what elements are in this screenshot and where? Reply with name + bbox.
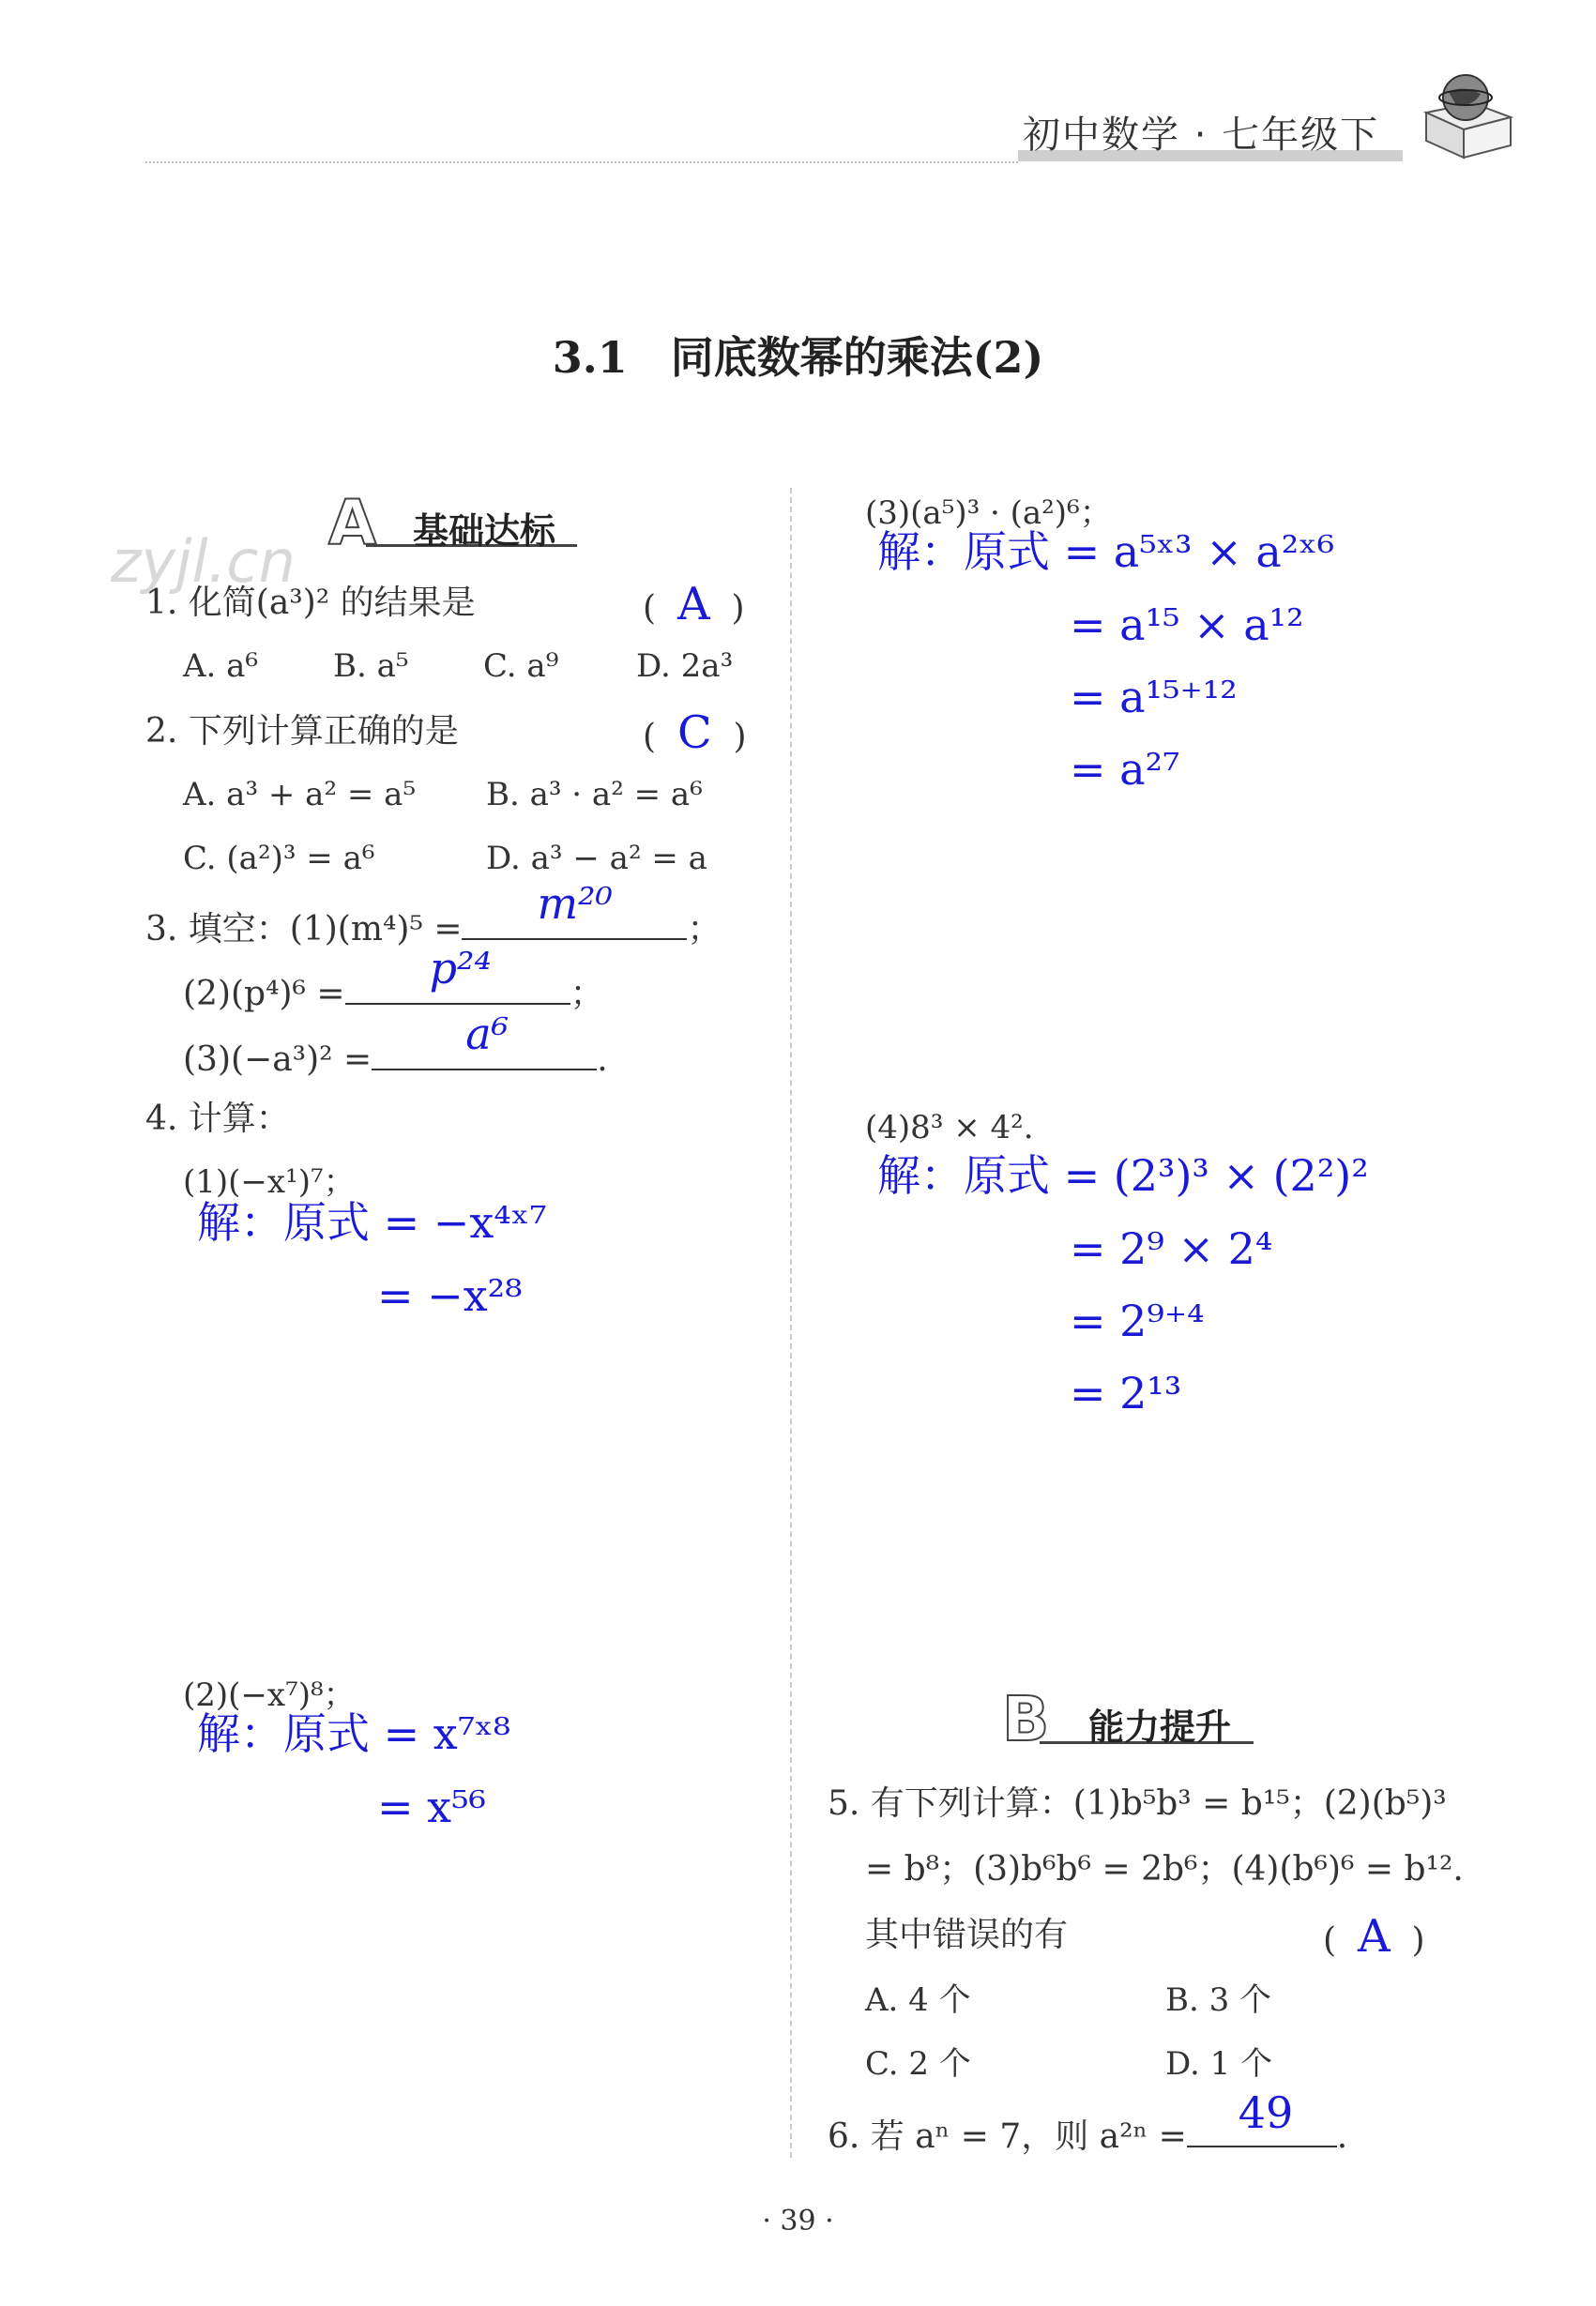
section-a-banner	[328, 487, 582, 559]
globe-box-icon	[1407, 66, 1520, 159]
q5-answer-paren: ( A )	[1323, 1910, 1425, 1963]
section-b-banner	[1002, 1683, 1255, 1756]
q2-answer: C	[676, 706, 712, 759]
q5-option-c: C. 2 个	[865, 2045, 971, 2083]
q1-stem: 1. 化简(a³)² 的结果是	[145, 584, 476, 622]
page-number: · 39 ·	[762, 2205, 834, 2238]
q3-line1	[145, 878, 722, 948]
q2-option-c: C. (a²)³ = a⁶	[183, 840, 375, 877]
q1-option-a: A. a⁶	[183, 647, 259, 685]
q3-blank-1	[462, 878, 687, 940]
q4-part4: (4)8³ × 4².	[865, 1109, 1034, 1146]
q3-end-2: ；	[570, 975, 604, 1013]
q3-blank-3	[372, 1009, 597, 1070]
header-rule	[145, 161, 1018, 163]
q3-blank-2	[345, 943, 570, 1005]
q1-option-d: D. 2a³	[636, 647, 734, 685]
q4-part3-solution-line1: 解：原式 = a⁵ˣ³ × a²ˣ⁶	[877, 526, 1335, 577]
page-header	[0, 0, 1596, 169]
column-divider	[790, 488, 792, 2158]
q5-option-d: D. 1 个	[1165, 2045, 1273, 2083]
q4-part3: (3)(a⁵)³ · (a²)⁶；	[865, 494, 1112, 532]
q4-part3-solution-line3: = a¹⁵⁺¹²	[1070, 672, 1238, 722]
q2-option-a: A. a³ + a² = a⁵	[183, 776, 417, 813]
q4-part1: (1)(−x¹)⁷；	[183, 1163, 356, 1201]
q6-line	[828, 2087, 1348, 2156]
q1-answer: A	[676, 578, 710, 630]
watermark-text: zyjl.cn	[111, 527, 296, 596]
q2-option-b: B. a³ · a² = a⁶	[486, 776, 703, 813]
q1-option-c: C. a⁹	[483, 647, 559, 685]
q5-line3: 其中错误的有	[865, 1916, 1069, 1954]
q5-line2: = b⁸；(3)b⁶b⁶ = 2b⁶；(4)(b⁶)⁶ = b¹².	[865, 1850, 1464, 1889]
q3-stem: 3. 填空：(1)(m⁴)⁵ =	[145, 910, 463, 948]
q3-answer-1: m²⁰	[537, 878, 613, 929]
q3-end-3: .	[597, 1040, 608, 1079]
q1-option-b: B. a⁵	[333, 647, 409, 685]
q4-stem: 4. 计算：	[145, 1100, 290, 1138]
q3-answer-2: p²⁴	[429, 943, 492, 994]
q4-part2-solution-line1: 解：原式 = x⁷ˣ⁸	[197, 1708, 511, 1759]
q3-answer-3: a⁶	[465, 1009, 509, 1059]
q4-part3-solution-line4: = a²⁷	[1070, 744, 1180, 795]
q3-line2	[183, 943, 604, 1013]
q5-option-a: A. 4 个	[865, 1981, 971, 2019]
q4-part3-solution-line2: = a¹⁵ × a¹²	[1070, 599, 1304, 650]
q5-option-b: B. 3 个	[1165, 1981, 1272, 2019]
q3-part2: (2)(p⁴)⁶ =	[183, 975, 345, 1013]
section-a-label: 基础达标	[413, 510, 556, 552]
q4-part4-solution-line2: = 2⁹ × 2⁴	[1070, 1223, 1273, 1274]
q5-answer: A	[1357, 1910, 1391, 1963]
q6-stem: 6. 若 aⁿ = 7，则 a²ⁿ =	[828, 2117, 1187, 2156]
q4-part1-solution-line1: 解：原式 = −x⁴ˣ⁷	[197, 1197, 547, 1248]
q1-answer-paren: ( A )	[643, 578, 745, 630]
q4-part4-solution-line1: 解：原式 = (2³)³ × (2²)²	[877, 1150, 1369, 1201]
section-a-letter: A	[328, 487, 377, 559]
section-b-letter: B	[1002, 1683, 1050, 1755]
q4-part1-solution-line2: = −x²⁸	[377, 1270, 523, 1321]
q6-blank	[1187, 2087, 1337, 2147]
q6-end: .	[1336, 2117, 1348, 2156]
section-b-label: 能力提升	[1088, 1707, 1232, 1748]
q4-part4-solution-line4: = 2¹³	[1070, 1368, 1182, 1418]
q5-line1: 5. 有下列计算：(1)b⁵b³ = b¹⁵；(2)(b⁵)³	[828, 1784, 1447, 1823]
q3-part3: (3)(−a³)² =	[183, 1040, 372, 1079]
q4-part2-solution-line2: = x⁵⁶	[377, 1782, 486, 1832]
q4-part4-solution-line3: = 2⁹⁺⁴	[1070, 1296, 1205, 1346]
q2-option-d: D. a³ − a² = a	[486, 840, 707, 877]
q6-answer: 49	[1238, 2087, 1294, 2138]
q4-part2: (2)(−x⁷)⁸；	[183, 1676, 356, 1714]
q3-end-1: ；	[687, 910, 722, 948]
book-title: 初中数学 · 七年级下	[1023, 114, 1380, 157]
q2-stem: 2. 下列计算正确的是	[145, 712, 459, 751]
q2-answer-paren: ( C )	[643, 706, 747, 759]
q3-line3	[183, 1009, 608, 1079]
section-title: 3.1 同底数幂的乘法(2)	[552, 332, 1044, 383]
